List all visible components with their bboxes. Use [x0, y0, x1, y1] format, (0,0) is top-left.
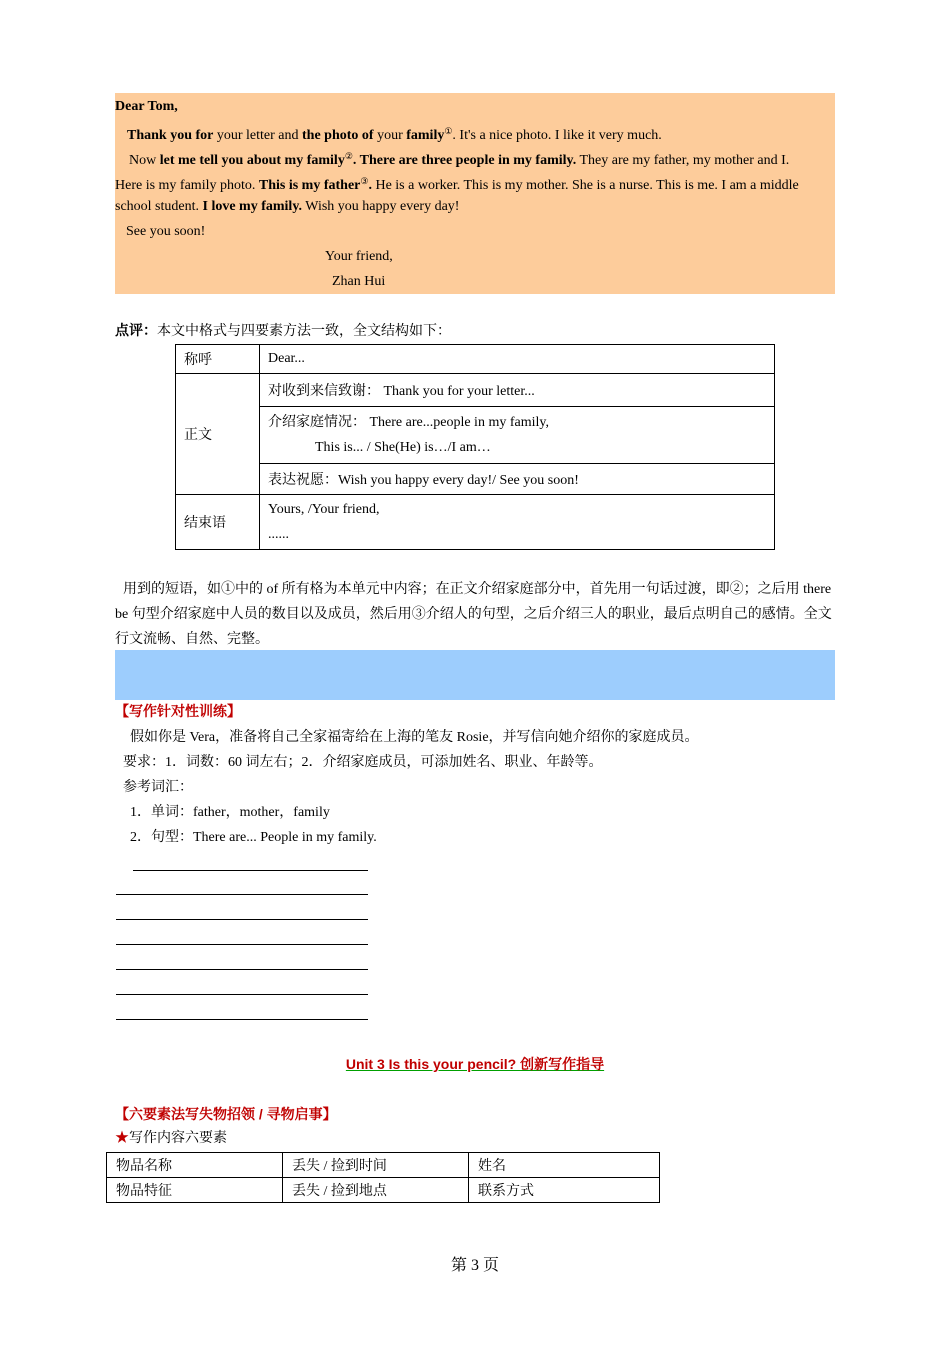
analysis-line: 用到的短语，如①中的 of 所有格为本单元中内容；在正文介绍家庭部分中，首先用一句话过渡，即②；之后用 there	[123, 582, 832, 597]
letter-salutation: Dear Tom,	[115, 99, 178, 114]
analysis-paragraph	[115, 577, 840, 652]
writing-line[interactable]	[133, 870, 368, 871]
blue-divider-bar	[115, 650, 835, 700]
table-row	[176, 345, 775, 374]
table-row	[176, 464, 775, 495]
writing-line[interactable]	[116, 1019, 368, 1020]
table-cell: 表达祝愿：Wish you happy every day!/ See you soon!	[260, 464, 775, 495]
table-cell: 姓名	[469, 1153, 660, 1178]
unit3-title: Unit 3 Is this your pencil? 创新写作指导	[345, 1056, 605, 1072]
table-row	[176, 374, 775, 407]
structure-table	[175, 344, 775, 550]
table-cell	[260, 495, 775, 550]
elements-table	[106, 1152, 660, 1203]
training-task: 假如你是 Vera，准备将自己全家福寄给在上海的笔友 Rosie，并写信向她介绍你的家庭成员。	[130, 730, 699, 745]
table-cell: Dear...	[260, 345, 775, 374]
table-row	[176, 495, 775, 550]
writing-line[interactable]	[116, 919, 368, 920]
cell-line: This is... / She(He) is…/I am…	[315, 440, 491, 455]
review-intro	[115, 322, 451, 342]
cell-line: 介绍家庭情况： There are...people in my family,	[268, 415, 549, 430]
review-text: 本文中格式与四要素方法一致，全文结构如下：	[157, 324, 451, 339]
table-cell: 物品名称	[107, 1153, 283, 1178]
letter-line-4: school student. I love my family. Wish you happy every day!	[115, 199, 460, 214]
letter-line-1: Thank you for your letter and the photo of your family①. It's a nice photo. I like it very much.	[127, 126, 662, 143]
letter-closing: Your friend,	[325, 249, 393, 264]
analysis-line: 行文流畅、自然、完整。	[115, 632, 269, 647]
reference-words: 1．单词：father，mother，family	[130, 805, 330, 820]
table-cell: 丢失 / 捡到地点	[283, 1178, 469, 1203]
subheading-text: 写作内容六要素	[129, 1131, 227, 1146]
writing-line[interactable]	[116, 969, 368, 970]
writing-line[interactable]	[116, 994, 368, 995]
writing-line[interactable]	[116, 894, 368, 895]
table-cell: 结束语	[176, 495, 260, 550]
table-cell: 对收到来信致谢： Thank you for your letter...	[260, 374, 775, 407]
reference-pattern: 2．句型：There are... People in my family.	[130, 830, 377, 845]
table-cell: 物品特征	[107, 1178, 283, 1203]
cell-line: Yours, /Your friend,	[268, 502, 380, 517]
letter-line-3: Here is my family photo. This is my father③. He is a worker. This is my mother. She is a nurse. This is me. I am a middle	[115, 176, 799, 193]
table-row	[107, 1178, 660, 1203]
table-cell: 称呼	[176, 345, 260, 374]
training-requirement: 要求：1．词数：60 词左右；2．介绍家庭成员，可添加姓名、职业、年龄等。	[123, 755, 603, 770]
training-heading: 【写作针对性训练】	[115, 705, 241, 720]
letter-line-2: Now let me tell you about my family②. There are three people in my family. They are my father, my mother and I.	[129, 151, 790, 168]
table-row	[107, 1153, 660, 1178]
unit3-subheading	[115, 1129, 227, 1149]
writing-line[interactable]	[116, 944, 368, 945]
letter-line-5: See you soon!	[126, 224, 206, 239]
analysis-line: be 句型介绍家庭中人员的数目以及成员，然后用③介绍人的句型，之后介绍三人的职业，最后点明自己的感情。全文	[115, 607, 832, 622]
cell-line: ......	[268, 527, 289, 542]
table-cell: 联系方式	[469, 1178, 660, 1203]
table-cell: 正文	[176, 374, 260, 495]
sample-letter	[115, 93, 835, 294]
star-icon: ★	[115, 1131, 129, 1146]
table-cell: 丢失 / 捡到时间	[283, 1153, 469, 1178]
table-cell	[260, 407, 775, 464]
table-row	[176, 407, 775, 464]
page-number: 第 3 页	[450, 1257, 499, 1274]
letter-signature: Zhan Hui	[332, 274, 386, 289]
reference-title: 参考词汇：	[123, 780, 193, 795]
unit3-heading: 【六要素法写失物招领 / 寻物启事】	[115, 1106, 337, 1122]
review-label: 点评：	[115, 324, 157, 339]
